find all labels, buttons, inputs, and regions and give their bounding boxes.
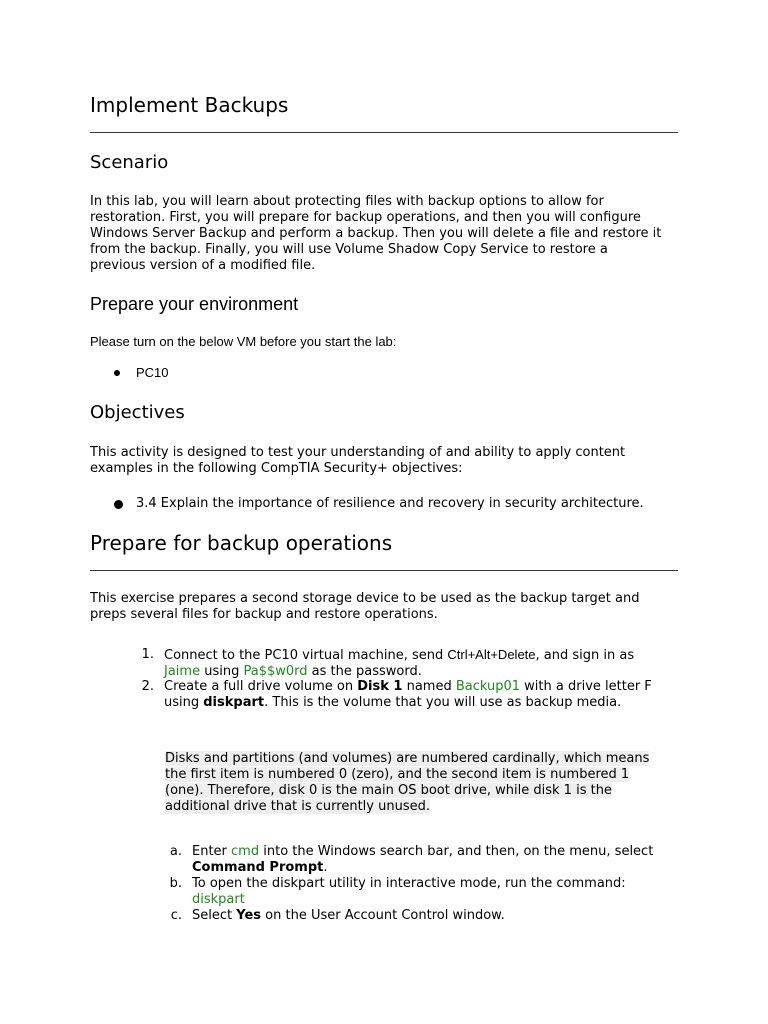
vm-item: PC10	[136, 365, 169, 380]
section-line: preps several files for backup and restore operations.	[90, 607, 438, 622]
step-2	[164, 679, 652, 711]
scenario-heading: Scenario	[90, 152, 169, 173]
step-text: with a drive letter F	[520, 679, 652, 694]
menu-item-name: Command Prompt	[192, 860, 324, 875]
title-divider	[90, 132, 678, 133]
section-line: This exercise prepares a second storage device to be used as the backup target and	[90, 591, 640, 606]
substep-b	[192, 876, 626, 908]
step-number: 2.	[141, 679, 154, 694]
substep-letter: c.	[170, 908, 182, 923]
objective-item: 3.4 Explain the importance of resilience and recovery in security architecture.	[136, 496, 644, 511]
key-combo: Ctrl+Alt+Delete	[447, 647, 536, 662]
note-line	[165, 799, 649, 815]
section-heading: Prepare for backup operations	[90, 531, 393, 555]
note-text: Disks and partitions (and volumes) are numbered cardinally, which means	[165, 751, 650, 766]
step-1-line-2	[164, 664, 634, 680]
note-line	[165, 767, 649, 783]
objectives-paragraph	[90, 445, 625, 477]
objectives-line: This activity is designed to test your understanding of and ability to apply content	[90, 445, 626, 460]
substep-b-line-1: To open the diskpart utility in interactive mode, run the command:	[192, 876, 626, 891]
step-text: Create a full drive volume on	[164, 679, 358, 694]
section-paragraph	[90, 591, 639, 623]
scenario-line: In this lab, you will learn about protecting files with backup options to allow for	[90, 194, 604, 209]
environment-intro: Please turn on the below VM before you start the lab:	[90, 334, 397, 349]
disk-name: Disk 1	[357, 679, 403, 694]
step-2-line-2	[164, 695, 652, 711]
step-number: 1.	[141, 647, 154, 662]
tool-name: diskpart	[203, 695, 265, 710]
password: Pa$$w0rd	[243, 664, 308, 679]
step-text: . This is the volume that you will use as backup media.	[264, 695, 622, 710]
step-text: into the Windows search bar, and then, on the menu, select	[259, 844, 654, 859]
substep-letter: b.	[169, 876, 182, 891]
substep-c-line-1	[192, 908, 505, 924]
substep-a-line-2	[192, 860, 653, 876]
step-text: .	[323, 860, 328, 875]
bullet-icon	[114, 370, 120, 376]
step-text: using	[164, 695, 204, 710]
step-text: Select	[192, 908, 237, 923]
note-text: additional drive that is currently unused.	[165, 799, 430, 814]
step-text: Connect to the PC10 virtual machine, send	[164, 648, 448, 663]
note-line	[165, 783, 649, 799]
objectives-heading: Objectives	[90, 402, 185, 423]
environment-heading: Prepare your environment	[90, 294, 299, 314]
username: Jaime	[164, 664, 201, 679]
objectives-line: examples in the following CompTIA Security+ objectives:	[90, 461, 463, 476]
scenario-line: previous version of a modified file.	[90, 258, 316, 273]
scenario-line: Windows Server Backup and perform a backup. Then you will delete a file and restore it	[90, 226, 662, 241]
scenario-paragraph	[90, 194, 661, 274]
command: diskpart	[192, 892, 245, 907]
step-text: Enter	[192, 844, 232, 859]
substep-letter: a.	[169, 844, 182, 859]
note-text: the first item is numbered 0 (zero), and the second item is numbered 1	[165, 767, 630, 782]
volume-name: Backup01	[455, 679, 521, 694]
step-text: on the User Account Control window.	[261, 908, 505, 923]
step-1	[164, 647, 634, 680]
bullet-icon	[114, 500, 123, 509]
step-text: as the password.	[307, 664, 422, 679]
section-divider	[90, 570, 678, 571]
step-text: using	[200, 664, 244, 679]
note-line	[165, 751, 649, 767]
button-name: Yes	[236, 908, 262, 923]
substep-a	[192, 844, 653, 876]
substep-a-line-1	[192, 844, 653, 860]
page-title: Implement Backups	[90, 93, 289, 117]
note-box	[165, 751, 649, 815]
step-text: , and sign in as	[535, 648, 635, 663]
step-text: named	[402, 679, 456, 694]
step-2-line-1	[164, 679, 652, 695]
note-text: (one). Therefore, disk 0 is the main OS boot drive, while disk 1 is the	[165, 783, 612, 798]
substep-c	[192, 908, 505, 924]
scenario-line: from the backup. Finally, you will use Volume Shadow Copy Service to restore a	[90, 242, 608, 257]
scenario-line: restoration. First, you will prepare for backup operations, and then you will configure	[90, 210, 641, 225]
step-1-line-1	[164, 647, 634, 664]
command: cmd	[231, 844, 260, 859]
